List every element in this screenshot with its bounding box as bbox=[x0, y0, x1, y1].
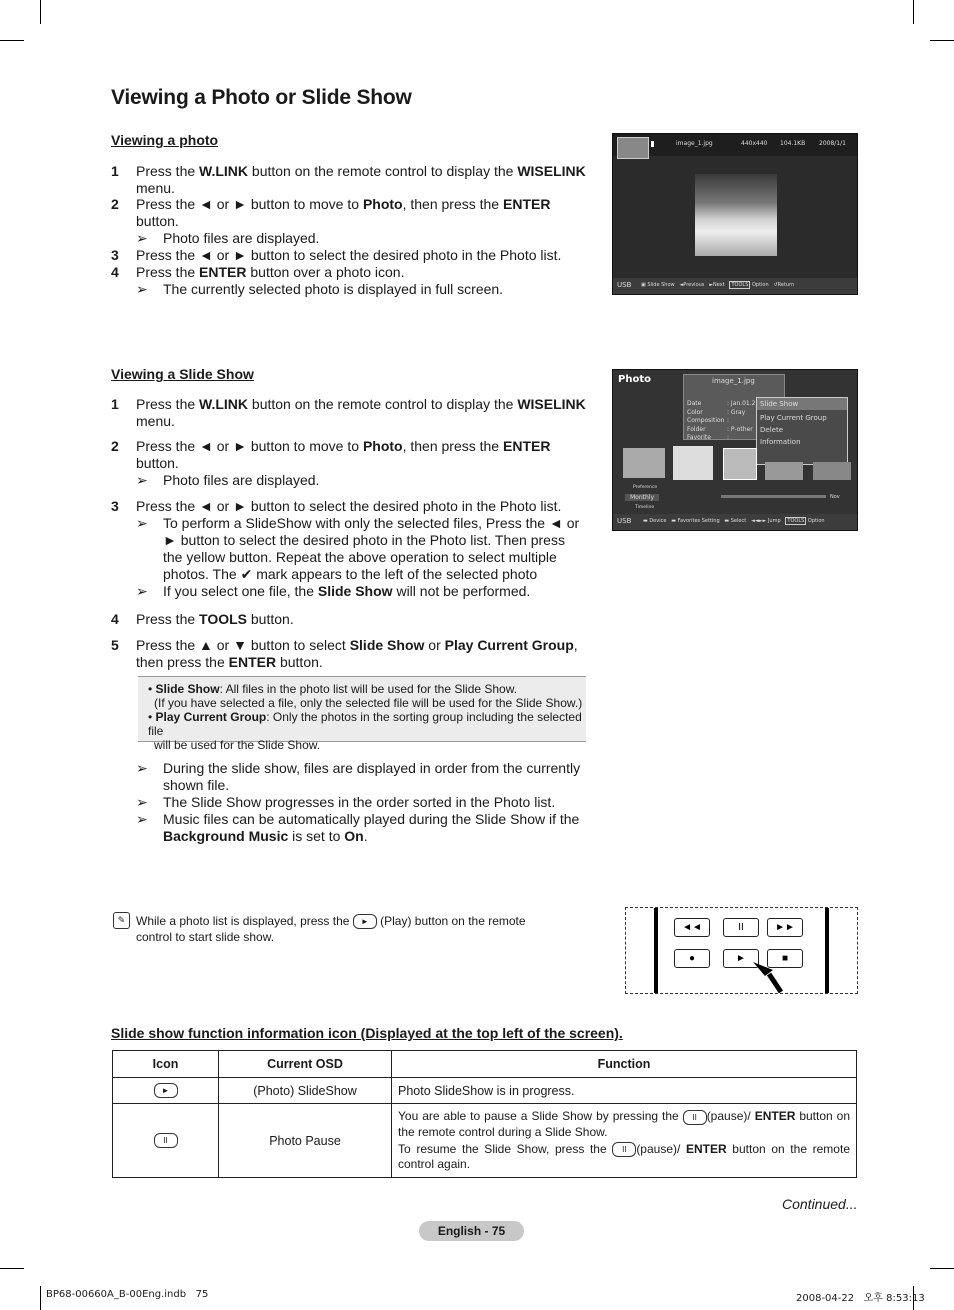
memo-icon: ✎ bbox=[113, 912, 130, 929]
crop-mark bbox=[40, 0, 41, 24]
file-date: 2008/1/1 bbox=[819, 140, 846, 147]
arrow-icon: ➢ bbox=[136, 794, 148, 810]
section-heading-viewing-slideshow: Viewing a Slide Show bbox=[111, 366, 254, 382]
step-2: 2 Press the ◄ or ► button to move to Photo, then press the ENTER button. bbox=[111, 196, 551, 229]
note: ➢ If you select one file, the Slide Show will not be performed. bbox=[136, 583, 531, 599]
menu-item-slide-show[interactable]: Slide Show bbox=[757, 398, 847, 410]
tv-screenshot-photo-view: image_1.jpg 440x440 104.1KB 2008/1/1 USB ▣ Slide Show ◄Previous ►Next TOOLS Option ↺Return bbox=[612, 133, 858, 295]
menu-item-play-current-group[interactable]: Play Current Group bbox=[760, 414, 827, 422]
crop-mark bbox=[930, 1268, 954, 1269]
arrow-icon: ➢ bbox=[136, 281, 148, 297]
print-info-left: BP68-00660A_B-00Eng.indb 75 bbox=[46, 1289, 209, 1300]
rewind-button[interactable]: ◄◄ bbox=[674, 918, 710, 937]
thumbnail[interactable] bbox=[723, 448, 757, 480]
step-1: 1 Press the W.LINK button on the remote control to display the WISELINK menu. bbox=[111, 396, 586, 429]
option-button[interactable]: TOOLS Option bbox=[731, 282, 769, 288]
function-table bbox=[112, 1050, 857, 1178]
note: ➢ To perform a SlideShow with only the selected files, Press the ◄ or ► button to select the desired photo in the Photo list. Then press the yellow button. Repeat the above operation to select multiple photos. The ✔ mark appears to the left of the selected photo bbox=[136, 515, 580, 582]
note: ➢ During the slide show, files are displayed in order from the currently shown file. bbox=[136, 760, 581, 793]
tab-timeline[interactable]: Timeline bbox=[635, 505, 655, 510]
tab-monthly[interactable]: Monthly bbox=[625, 494, 659, 501]
info-panel: image_1.jpg Date : Jan.01.2 Color : Gray Composition : Folder : P-other Favorite : bbox=[683, 374, 785, 440]
arrow-icon: ➢ bbox=[136, 472, 148, 488]
play-icon: ► bbox=[353, 914, 377, 929]
note: ➢ Photo files are displayed. bbox=[136, 472, 320, 488]
step-5: 5 Press the ▲ or ▼ button to select Slide Show or Play Current Group, then press the ENTER button. bbox=[111, 637, 578, 670]
thumbnail[interactable] bbox=[765, 462, 803, 480]
menu-item-delete[interactable]: Delete bbox=[760, 426, 783, 434]
pause-icon: II bbox=[154, 1133, 178, 1148]
tv-screenshot-photo-list: Photo image_1.jpg Date : Jan.01.2 Color : Gray Composition : Folder : P-other Favorite : Slide Show Play Current Group Delete Information Preference Monthly Timeline Nov USB ▬ Device ▬ Favorites Setting ▬ Select ◄◄►► Jump TOOLS Option bbox=[612, 369, 858, 531]
table-row: II Photo Pause You are able to pause a Slide Show by pressing the II (pause)/ ENTER button on the remote control during a Slide Show. To resume the Slide Show, press the II (pause)/ ENTER button on the remote control again. bbox=[113, 1104, 857, 1178]
next-button[interactable]: ►Next bbox=[709, 282, 725, 288]
crop-mark bbox=[930, 40, 954, 41]
file-name: image_1.jpg bbox=[676, 140, 713, 147]
jump-button[interactable]: ◄◄►► Jump bbox=[750, 518, 781, 524]
arrow-icon: ➢ bbox=[136, 583, 148, 599]
fast-forward-button[interactable]: ►► bbox=[767, 918, 803, 937]
slideshow-options-box: • Slide Show: All files in the photo list will be used for the Slide Show. (If you have selected a file, only the selected file will be used for the Slide Show.) • Play Current Group: Only the photos in the sorting group including the selected file will be used for the Slide Show. bbox=[138, 676, 586, 742]
remote-illustration bbox=[625, 907, 858, 994]
page-title: Viewing a Photo or Slide Show bbox=[111, 86, 412, 109]
play-icon: ► bbox=[154, 1083, 178, 1098]
arrow-icon: ➢ bbox=[136, 811, 148, 827]
note: ➢ Photo files are displayed. bbox=[136, 230, 320, 246]
file-size: 104.1KB bbox=[780, 140, 806, 147]
favorites-setting-button[interactable]: ▬ Favorites Setting bbox=[671, 518, 720, 524]
stop-button[interactable]: ■ bbox=[767, 949, 803, 968]
menu-item-information[interactable]: Information bbox=[760, 438, 801, 446]
step-3: 3 Press the ◄ or ► button to select the desired photo in the Photo list. bbox=[111, 498, 562, 514]
continued-label: Continued... bbox=[782, 1196, 858, 1212]
arrow-icon: ➢ bbox=[136, 230, 148, 246]
pause-button[interactable]: II bbox=[723, 918, 759, 937]
table-heading: Slide show function information icon (Displayed at the top left of the screen). bbox=[111, 1025, 623, 1041]
previous-button[interactable]: ◄Previous bbox=[679, 282, 705, 288]
arrow-icon: ➢ bbox=[136, 515, 148, 531]
step-1: 1 Press the W.LINK button on the remote control to display the WISELINK menu. bbox=[111, 163, 586, 196]
arrow-icon: ➢ bbox=[136, 760, 148, 776]
section-heading-viewing-photo: Viewing a photo bbox=[111, 132, 219, 148]
page-number-badge: English - 75 bbox=[419, 1221, 524, 1241]
crop-mark bbox=[913, 0, 914, 24]
note: ➢ The Slide Show progresses in the order sorted in the Photo list. bbox=[136, 794, 556, 810]
step-4: 4 Press the ENTER button over a photo icon. bbox=[111, 264, 405, 280]
thumbnail[interactable] bbox=[813, 462, 851, 480]
crop-mark bbox=[40, 1286, 41, 1310]
note: ➢ The currently selected photo is displayed in full screen. bbox=[136, 281, 504, 297]
table-row: ► (Photo) SlideShow Photo SlideShow is in progress. bbox=[113, 1078, 857, 1104]
return-button[interactable]: ↺Return bbox=[773, 282, 795, 288]
step-4: 4 Press the TOOLS button. bbox=[111, 611, 294, 627]
photo-image bbox=[695, 174, 777, 256]
option-button[interactable]: TOOLS Option bbox=[787, 518, 825, 524]
thumbnail[interactable] bbox=[623, 448, 665, 478]
file-resolution: 440x440 bbox=[741, 140, 768, 147]
col-header-icon: Icon bbox=[113, 1051, 219, 1078]
play-button[interactable]: ► bbox=[723, 949, 759, 968]
crop-mark bbox=[0, 40, 24, 41]
step-2: 2 Press the ◄ or ► button to move to Photo, then press the ENTER button. bbox=[111, 438, 551, 471]
tab-preference[interactable]: Preference bbox=[633, 485, 658, 490]
screen-header: Photo bbox=[618, 374, 651, 385]
slideshow-status-icon bbox=[617, 137, 649, 159]
pause-icon: II bbox=[683, 1110, 707, 1125]
slideshow-button[interactable]: ▣ Slide Show bbox=[641, 282, 675, 288]
pause-icon: II bbox=[612, 1142, 636, 1157]
step-3: 3 Press the ◄ or ► button to select the desired photo in the Photo list. bbox=[111, 247, 562, 263]
print-info-right: 2008-04-22 오후 8:53:13 bbox=[796, 1293, 925, 1304]
select-button[interactable]: ▬ Select bbox=[724, 518, 747, 524]
device-button[interactable]: ▬ Device bbox=[643, 518, 667, 524]
col-header-osd: Current OSD bbox=[219, 1051, 392, 1078]
memo-text: While a photo list is displayed, press the ► (Play) button on the remote control to start slide show. bbox=[136, 914, 526, 945]
crop-mark bbox=[0, 1268, 24, 1269]
note: ➢ Music files can be automatically played during the Slide Show if the Background Music is set to On. bbox=[136, 811, 580, 844]
thumbnail[interactable] bbox=[673, 446, 713, 480]
pointer-hand-icon bbox=[751, 958, 791, 994]
record-button[interactable]: ● bbox=[674, 949, 710, 968]
col-header-function: Function bbox=[392, 1051, 857, 1078]
check-mark-icon: ✔ bbox=[240, 566, 253, 582]
tools-menu bbox=[756, 397, 848, 465]
